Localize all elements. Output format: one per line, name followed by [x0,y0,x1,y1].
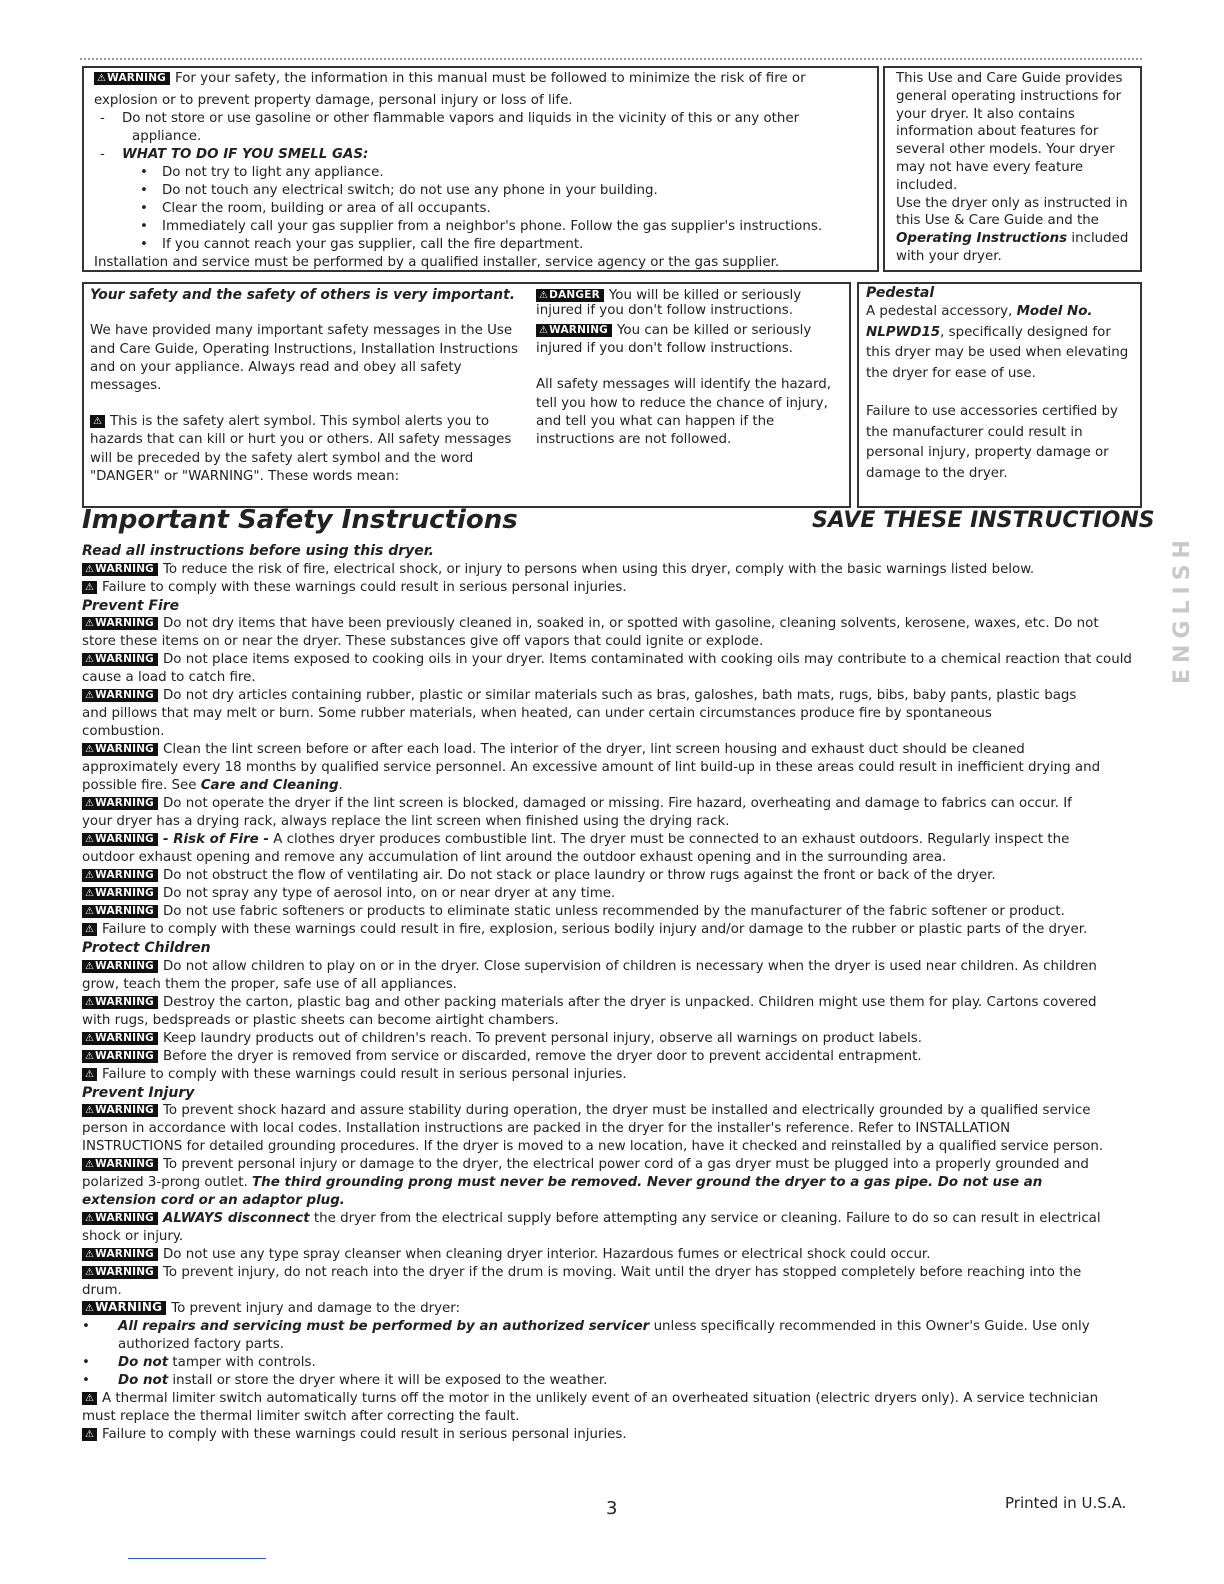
page-title: Important Safety Instructions [82,505,518,535]
safety-p1: We have provided many important safety messages in the Use and Care Guide, Operating Instructions, Installation Instructions and on your appliance. Always read and obey all safety messages. [90,323,518,394]
warning-line: ⚠WARNING Keep laundry products out of children's reach. To prevent personal injury, observe all warnings on product labels. [82,1030,1147,1048]
printed-in: Printed in U.S.A. [1005,1494,1127,1512]
pedestal-p2: Failure to use accessories certified by the manufacturer could result in personal injury, property damage or damage to the dryer. [866,404,1118,481]
pedestal-heading: Pedestal [866,285,935,301]
text-line: grow, teach them the proper, safe use of all appliances. [82,976,457,992]
gas-warning-intro: ⚠WARNING For your safety, the information in this manual must be followed to minimize the risk of fire or [94,70,806,88]
warning-line: ⚠WARNING Do not operate the dryer if the lint screen is blocked, damaged or missing. Fire hazard, overheating and damage to fabrics can occur. If [82,795,1147,813]
warning-line: ⚠WARNING Do not place items exposed to cooking oils in your dryer. Items contaminated with cooking oils may contribute to a chemical reaction that could [82,651,1147,669]
alert-symbol-icon: ⚠ [90,415,105,428]
warning-line: ⚠WARNING Do not spray any type of aerosol into, on or near dryer at any time. [82,885,1147,903]
text-line: cause a load to catch fire. [82,670,256,686]
warning-line: ⚠WARNING - Risk of Fire - A clothes dryer produces combustible lint. The dryer must be connected to an exhaust outdoors. Regularly inspect the [82,831,1147,849]
text-line: approximately every 18 months by qualified service personnel. An excessive amount of lint build-up in these areas could result in inefficient drying and [82,760,1101,776]
side-language-label: ENGLISH [1170,534,1195,684]
gas-bullet-1: • Do not try to light any appliance. [140,165,384,180]
install-line: Installation and service must be performed by a qualified installer, service agency or the gas supplier. [94,255,780,270]
smell-gas-heading: - WHAT TO DO IF YOU SMELL GAS: [100,147,369,162]
safety-right-col [536,288,848,449]
alert-symbol-icon: ⚠ [82,1068,97,1081]
gas-bullet-3: • Clear the room, building or area of all occupants. [140,201,491,216]
warning-line: ⚠WARNING Destroy the carton, plastic bag and other packing materials after the dryer is unpacked. Children might use them for play. Cartons covered [82,994,1147,1012]
text-line: and pillows that may melt or burn. Some rubber materials, when heated, can under certain circumstances produce fire by spontaneous [82,706,992,722]
warning-line: ⚠WARNING To prevent injury, do not reach into the dryer if the drum is moving. Wait until the dryer has stopped completely before reaching into the [82,1264,1147,1282]
guide-text: This Use and Care Guide provides general operating instructions for your dryer. It also contains information about features for several other models. Your dryer may not have every feature included. Use the dryer only as instructed in this Use & Care Guide and the Operating Instructions included with your dryer. [896,71,1129,264]
warning-line: ⚠WARNING To prevent injury and damage to the dryer: [82,1300,1147,1318]
text-line: drum. [82,1283,122,1299]
text-line: authorized factory parts. [118,1337,284,1353]
gas-warning-intro-2: explosion or to prevent property damage, personal injury or loss of life. [94,93,573,108]
no-store-line-2: appliance. [132,129,202,144]
bullet-line: • All repairs and servicing must be performed by an authorized servicer unless specifically recommended in this Owner's Guide. Use only [82,1319,1090,1335]
text-line: extension cord or an adaptor plug. [82,1193,345,1209]
warning-line: ⚠WARNING To reduce the risk of fire, electrical shock, or injury to persons when using this dryer, comply with the basic warnings listed below. [82,561,1147,579]
warning-line: ⚠WARNING Do not obstruct the flow of ventilating air. Do not stack or place laundry or throw rugs against the front or back of the dryer. [82,867,1147,885]
alert-symbol-icon: ⚠ [82,1392,97,1405]
warning-line: ⚠WARNING Do not use fabric softeners or products to eliminate static unless recommended by the manufacturer of the fabric softener or product. [82,903,1147,921]
safety-p3: All safety messages will identify the hazard, tell you how to reduce the chance of injury, and tell you what can happen if the instructions are not followed. [536,377,831,448]
text-line: must replace the thermal limiter switch after correcting the fault. [82,1409,520,1425]
failure-line: ⚠ A thermal limiter switch automatically turns off the motor in the unlikely event of an overheated situation (electric dryers only). A service technician [82,1390,1147,1408]
warning-line: ⚠WARNING Do not allow children to play on or in the dryer. Close supervision of children is necessary when the dryer is used near children. As children [82,958,1147,976]
text-line: outdoor exhaust opening and remove any accumulation of lint around the outdoor exhaust opening and in the surrounding area. [82,850,947,866]
failure-line: ⚠ Failure to comply with these warnings could result in serious personal injuries. [82,1426,1147,1444]
footer-rule [128,1558,266,1559]
pedestal-p1: A pedestal accessory, Model No. NLPWD15, specifically designed for this dryer may be used when elevating the dryer for ease of use. [866,304,1129,381]
text-line: your dryer has a drying rack, always replace the lint screen when finished using the drying rack. [82,814,730,830]
no-store-line: - Do not store or use gasoline or other flammable vapors and liquids in the vicinity of this or any other [100,111,800,126]
gas-bullet-5: • If you cannot reach your gas supplier, call the fire department. [140,237,584,252]
bullet-line: • Do not install or store the dryer where it will be exposed to the weather. [82,1373,608,1389]
warning-line: ⚠WARNING Before the dryer is removed from service or discarded, remove the dryer door to prevent accidental entrapment. [82,1048,1147,1066]
page-number: 3 [606,1498,618,1519]
warning-line: ⚠WARNING Do not use any type spray cleanser when cleaning dryer interior. Hazardous fumes or electrical shock could occur. [82,1246,1147,1264]
warning-line: ⚠WARNING Do not dry articles containing rubber, plastic or similar materials such as bras, galoshes, bath mats, rugs, bibs, baby pants, plastic bags [82,687,1147,705]
warning-line: ⚠WARNING ALWAYS disconnect the dryer from the electrical supply before attempting any service or cleaning. Failure to do so can result in electrical [82,1210,1147,1228]
gas-bullet-4: • Immediately call your gas supplier from a neighbor's phone. Follow the gas supplier's instructions. [140,219,823,234]
pedestal-col [866,284,1136,484]
danger-def: ⚠DANGER You will be killed or seriously injured if you don't follow instructions. [536,288,802,318]
text-line: with rugs, bedspreads or plastic sheets can become airtight chambers. [82,1012,559,1028]
warning-line: ⚠WARNING To prevent shock hazard and assure stability during operation, the dryer must be installed and electrically grounded by a qualified service [82,1102,1147,1120]
prevent-fire-heading: Prevent Fire [82,598,180,614]
safety-left-col [90,286,520,486]
text-line: possible fire. See Care and Cleaning. [82,778,343,794]
failure-line: ⚠ Failure to comply with these warnings could result in serious personal injuries. [82,579,1147,597]
text-line: shock or injury. [82,1229,184,1245]
text-line: polarized 3-prong outlet. The third grounding prong must never be removed. Never ground the dryer to a gas pipe. Do not use an [82,1175,1043,1191]
save-instructions: SAVE THESE INSTRUCTIONS [812,508,1155,533]
text-line: combustion. [82,724,165,740]
text-line: store these items on or near the dryer. These substances give off vapors that could ignite or explode. [82,634,764,650]
failure-line: ⚠ Failure to comply with these warnings could result in serious personal injuries. [82,1066,1147,1084]
warning-badge: ⚠WARNING [94,72,170,85]
alert-symbol-icon: ⚠ [82,581,97,594]
failure-line: ⚠ Failure to comply with these warnings could result in fire, explosion, serious bodily injury and/or damage to the rubber or plastic parts of the dryer. [82,921,1147,939]
top-dotted-rule [80,58,1142,60]
read-all-heading: Read all instructions before using this dryer. [82,543,434,559]
protect-children-heading: Protect Children [82,940,211,957]
warning-line: ⚠WARNING Do not dry items that have been previously cleaned in, soaked in, or spotted with gasoline, cleaning solvents, kerosene, waxes, etc. Do not [82,615,1147,633]
warning-badge: ⚠WARNING [536,324,612,337]
danger-badge: ⚠DANGER [536,289,604,302]
text-line: person in accordance with local codes. Installation instructions are packed in the dryer for the installer's reference. Refer to INSTALLATION [82,1121,1011,1137]
safety-heading: Your safety and the safety of others is very important. [90,287,515,303]
prevent-injury-heading: Prevent Injury [82,1084,195,1101]
main-body [82,561,1147,1444]
warning-def: ⚠WARNING You can be killed or seriously injured if you don't follow instructions. [536,323,812,357]
gas-bullet-2: • Do not touch any electrical switch; do not use any phone in your building. [140,183,658,198]
warning-line: ⚠WARNING Clean the lint screen before or after each load. The interior of the dryer, lint screen housing and exhaust duct should be cleaned [82,741,1147,759]
text-line: INSTRUCTIONS for detailed grounding procedures. If the dryer is moved to a new location, have it checked and reinstalled by a qualified service person. [82,1139,1104,1155]
alert-symbol-icon: ⚠ [82,923,97,936]
alert-symbol-icon: ⚠ [82,1428,97,1441]
bullet-line: • Do not tamper with controls. [82,1355,316,1371]
warning-line: ⚠WARNING To prevent personal injury or damage to the dryer, the electrical power cord of a gas dryer must be plugged into a properly grounded and [82,1156,1147,1174]
safety-p2: ⚠ This is the safety alert symbol. This symbol alerts you to hazards that can kill or hurt you or others. All safety messages will be preceded by the safety alert symbol and the word "DANGER" or "WARNING". These words mean: [90,414,512,484]
